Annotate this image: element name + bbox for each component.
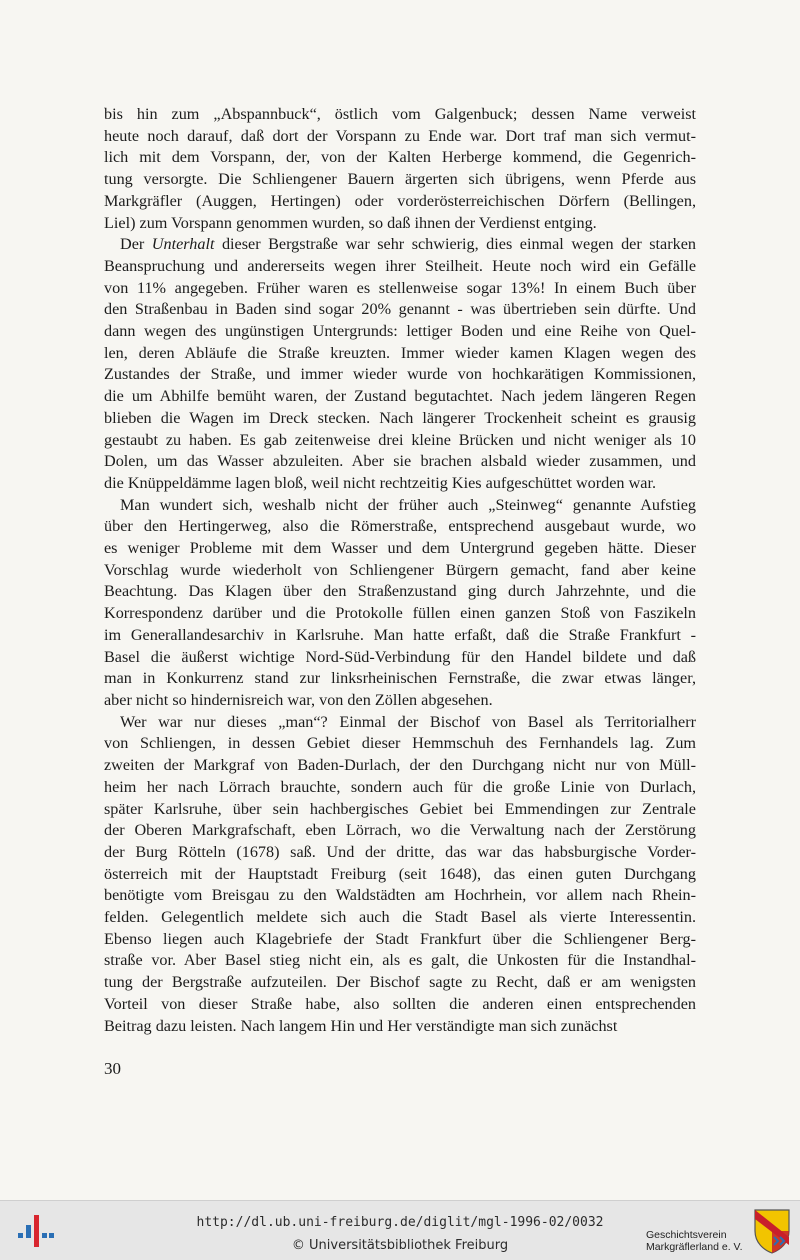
text-line: tung der Bergstraße aufzuteilen. Der Bischof sagte zu Recht, daß er am wenigsten [104, 973, 696, 992]
text-line: Basel die äußerst wichtige Nord-Süd-Verbindung für den Handel bildete und daß [104, 647, 696, 666]
text-line: der Burg Rötteln (1678) saß. Und der dritte, das war das habsburgische Vorder- [104, 842, 696, 861]
page-body [104, 104, 696, 1037]
paragraph-1 [104, 104, 696, 234]
text-line: die Knüppeldämme lagen bloß, weil nicht rechtzeitig Kies aufgeschüttet worden war. [104, 473, 656, 492]
text-line: zweiten der Markgraf von Baden-Durlach, der den Durchgang nicht nur von Müll- [104, 756, 696, 775]
text-line: es weniger Probleme mit dem Wasser und dem Untergrund gegeben hätte. Dieser [104, 539, 696, 558]
text-line: von 11% angegeben. Früher waren es stellenweise sogar 13%! In einem Buch über [104, 278, 696, 297]
paragraph-3 [104, 495, 696, 712]
text-line: felden. Gelegentlich meldete sich auch die Stadt Basel als vierte Interessentin. [104, 908, 696, 927]
page-number: 30 [104, 1059, 121, 1078]
text-line: blieben die Wagen im Dreck stecken. Nach längerer Trockenheit scheint es grausig [104, 408, 696, 427]
text-line: später Karlsruhe, über sein hachbergisches Gebiet bei Emmendingen zur Zentrale [104, 799, 696, 818]
text-line: Man wundert sich, weshalb nicht der früher auch „Steinweg“ genannte Aufstieg [120, 495, 696, 514]
text-line: len, deren Abläufe die Straße kreuzten. Immer wieder kamen Klagen wegen des [104, 343, 696, 362]
text-line: Wer war nur dieses „man“? Einmal der Bischof von Basel als Territorialherr [120, 712, 696, 731]
society-name-line-2: Markgräflerland e. V. [646, 1241, 743, 1253]
text-line: Liel) zum Vorspann genommen wurden, so daß ihnen der Verdienst entging. [104, 213, 597, 232]
text-line: von Schliengen, in dessen Gebiet dieser Hemmschuh des Fernhandels lag. Zum [104, 734, 696, 753]
text-line: Dolen, um das Wasser abzuleiten. Aber sie brachen alsbald wieder zusammen, und [104, 452, 696, 471]
footer-bar [0, 1200, 800, 1260]
text-line: heim her nach Lörrach brauchte, sondern auch für die große Linie von Durlach, [104, 777, 696, 796]
text-line: österreich mit der Hauptstadt Freiburg (seit 1648), das einen guten Durchgang [104, 864, 696, 883]
text-line: dann wegen des ungünstigen Untergrunds: lettiger Boden und eine Reihe von Quel- [104, 322, 696, 341]
text-line: benötigte vom Breisgau zu den Waldstädten am Hochrhein, vor allem nach Rhein- [104, 886, 696, 905]
paragraph-2 [104, 234, 696, 494]
text-line: über den Hertingerweg, also die Römerstraße, entsprechend ausgebaut wurde, wo [104, 517, 696, 536]
society-name-line-1: Geschichtsverein [646, 1229, 727, 1241]
text-line: den Straßenbau in Baden sind sogar 20% genannt - was übertrieben sein dürfte. Und [104, 300, 696, 319]
text-line: Zustandes der Straße, und immer wieder wurde von hochkarätigen Kommissionen, [104, 365, 696, 384]
text-line: bis hin zum „Abspannbuck“, östlich vom Galgenbuck; dessen Name verweist [104, 105, 696, 123]
text-line: heute noch darauf, daß dort der Vorspann zu Ende war. Dort traf man sich vermut- [104, 126, 696, 145]
text-line: straße vor. Aber Basel stieg nicht ein, als es galt, die Unkosten für die Instandhal- [104, 951, 696, 970]
text-line: aber nicht so hindernisreich war, von den Zöllen abgesehen. [104, 690, 493, 709]
text-line: man in Konkurrenz stand zur linksrheinischen Fernstraße, die zwar etwas länger, [104, 669, 696, 688]
society-name [646, 1229, 756, 1253]
paragraph-4 [104, 712, 696, 1038]
text-line: Korrespondenz darüber und die Protokolle füllen einen ganzen Stoß von Faszikeln [104, 604, 696, 623]
text-line: der Oberen Markgrafschaft, eben Lörrach, wo die Verwaltung nach der Zerstörung [104, 821, 696, 840]
text-line: Vorschlag wurde wiederholt von Schliengener Bürgern gemacht, fand aber keine [104, 560, 696, 579]
text-line: Der Unterhalt dieser Bergstraße war sehr schwierig, dies einmal wegen der starken [120, 235, 696, 254]
text-line: Markgräfler (Auggen, Hertingen) oder vorderösterreichischen Dörfern (Bellingen, [104, 191, 696, 210]
text-line: tung versorgte. Die Schliengener Bauern ärgerten sich übrigens, wenn Pferde aus [104, 170, 696, 189]
text-line: Ebenso liegen auch Klagebriefe der Stadt Frankfurt über die Schliengener Berg- [104, 929, 696, 948]
text-line: Beitrag dazu leisten. Nach langem Hin und Her verständigte man sich zunächst [104, 1016, 618, 1035]
footer-url-link[interactable]: http://dl.ub.uni-freiburg.de/diglit/mgl-1996-02/0032 [196, 1215, 604, 1230]
coat-of-arms-icon [752, 1207, 792, 1255]
text-line: die um Abhilfe bemüht waren, der Zustand begutachtet. Nach jedem längeren Regen [104, 387, 696, 406]
text-line: Beachtung. Das Klagen über den Straßenzustand ging durch Jahrzehnte, und die [104, 582, 696, 601]
text-line: Vorteil von dieser Straße habe, also sollten die anderen einen entsprechenden [104, 994, 696, 1013]
text-line: lich mit dem Vorspann, der, von der Kalten Herberge kommend, die Gegenrich- [104, 148, 696, 167]
footer-copyright: © Universitätsbibliothek Freiburg [291, 1238, 509, 1253]
text-line: gestaubt zu haben. Es gab zeitenweise drei kleine Brücken und nicht weniger als 10 [104, 430, 696, 449]
text-line: Beanspruchung und andererseits wegen ihrer Steilheit. Heute noch wird ein Gefälle [104, 256, 696, 275]
text-line: im Generallandesarchiv in Karlsruhe. Man hatte erfaßt, daß die Straße Frankfurt - [104, 625, 696, 644]
